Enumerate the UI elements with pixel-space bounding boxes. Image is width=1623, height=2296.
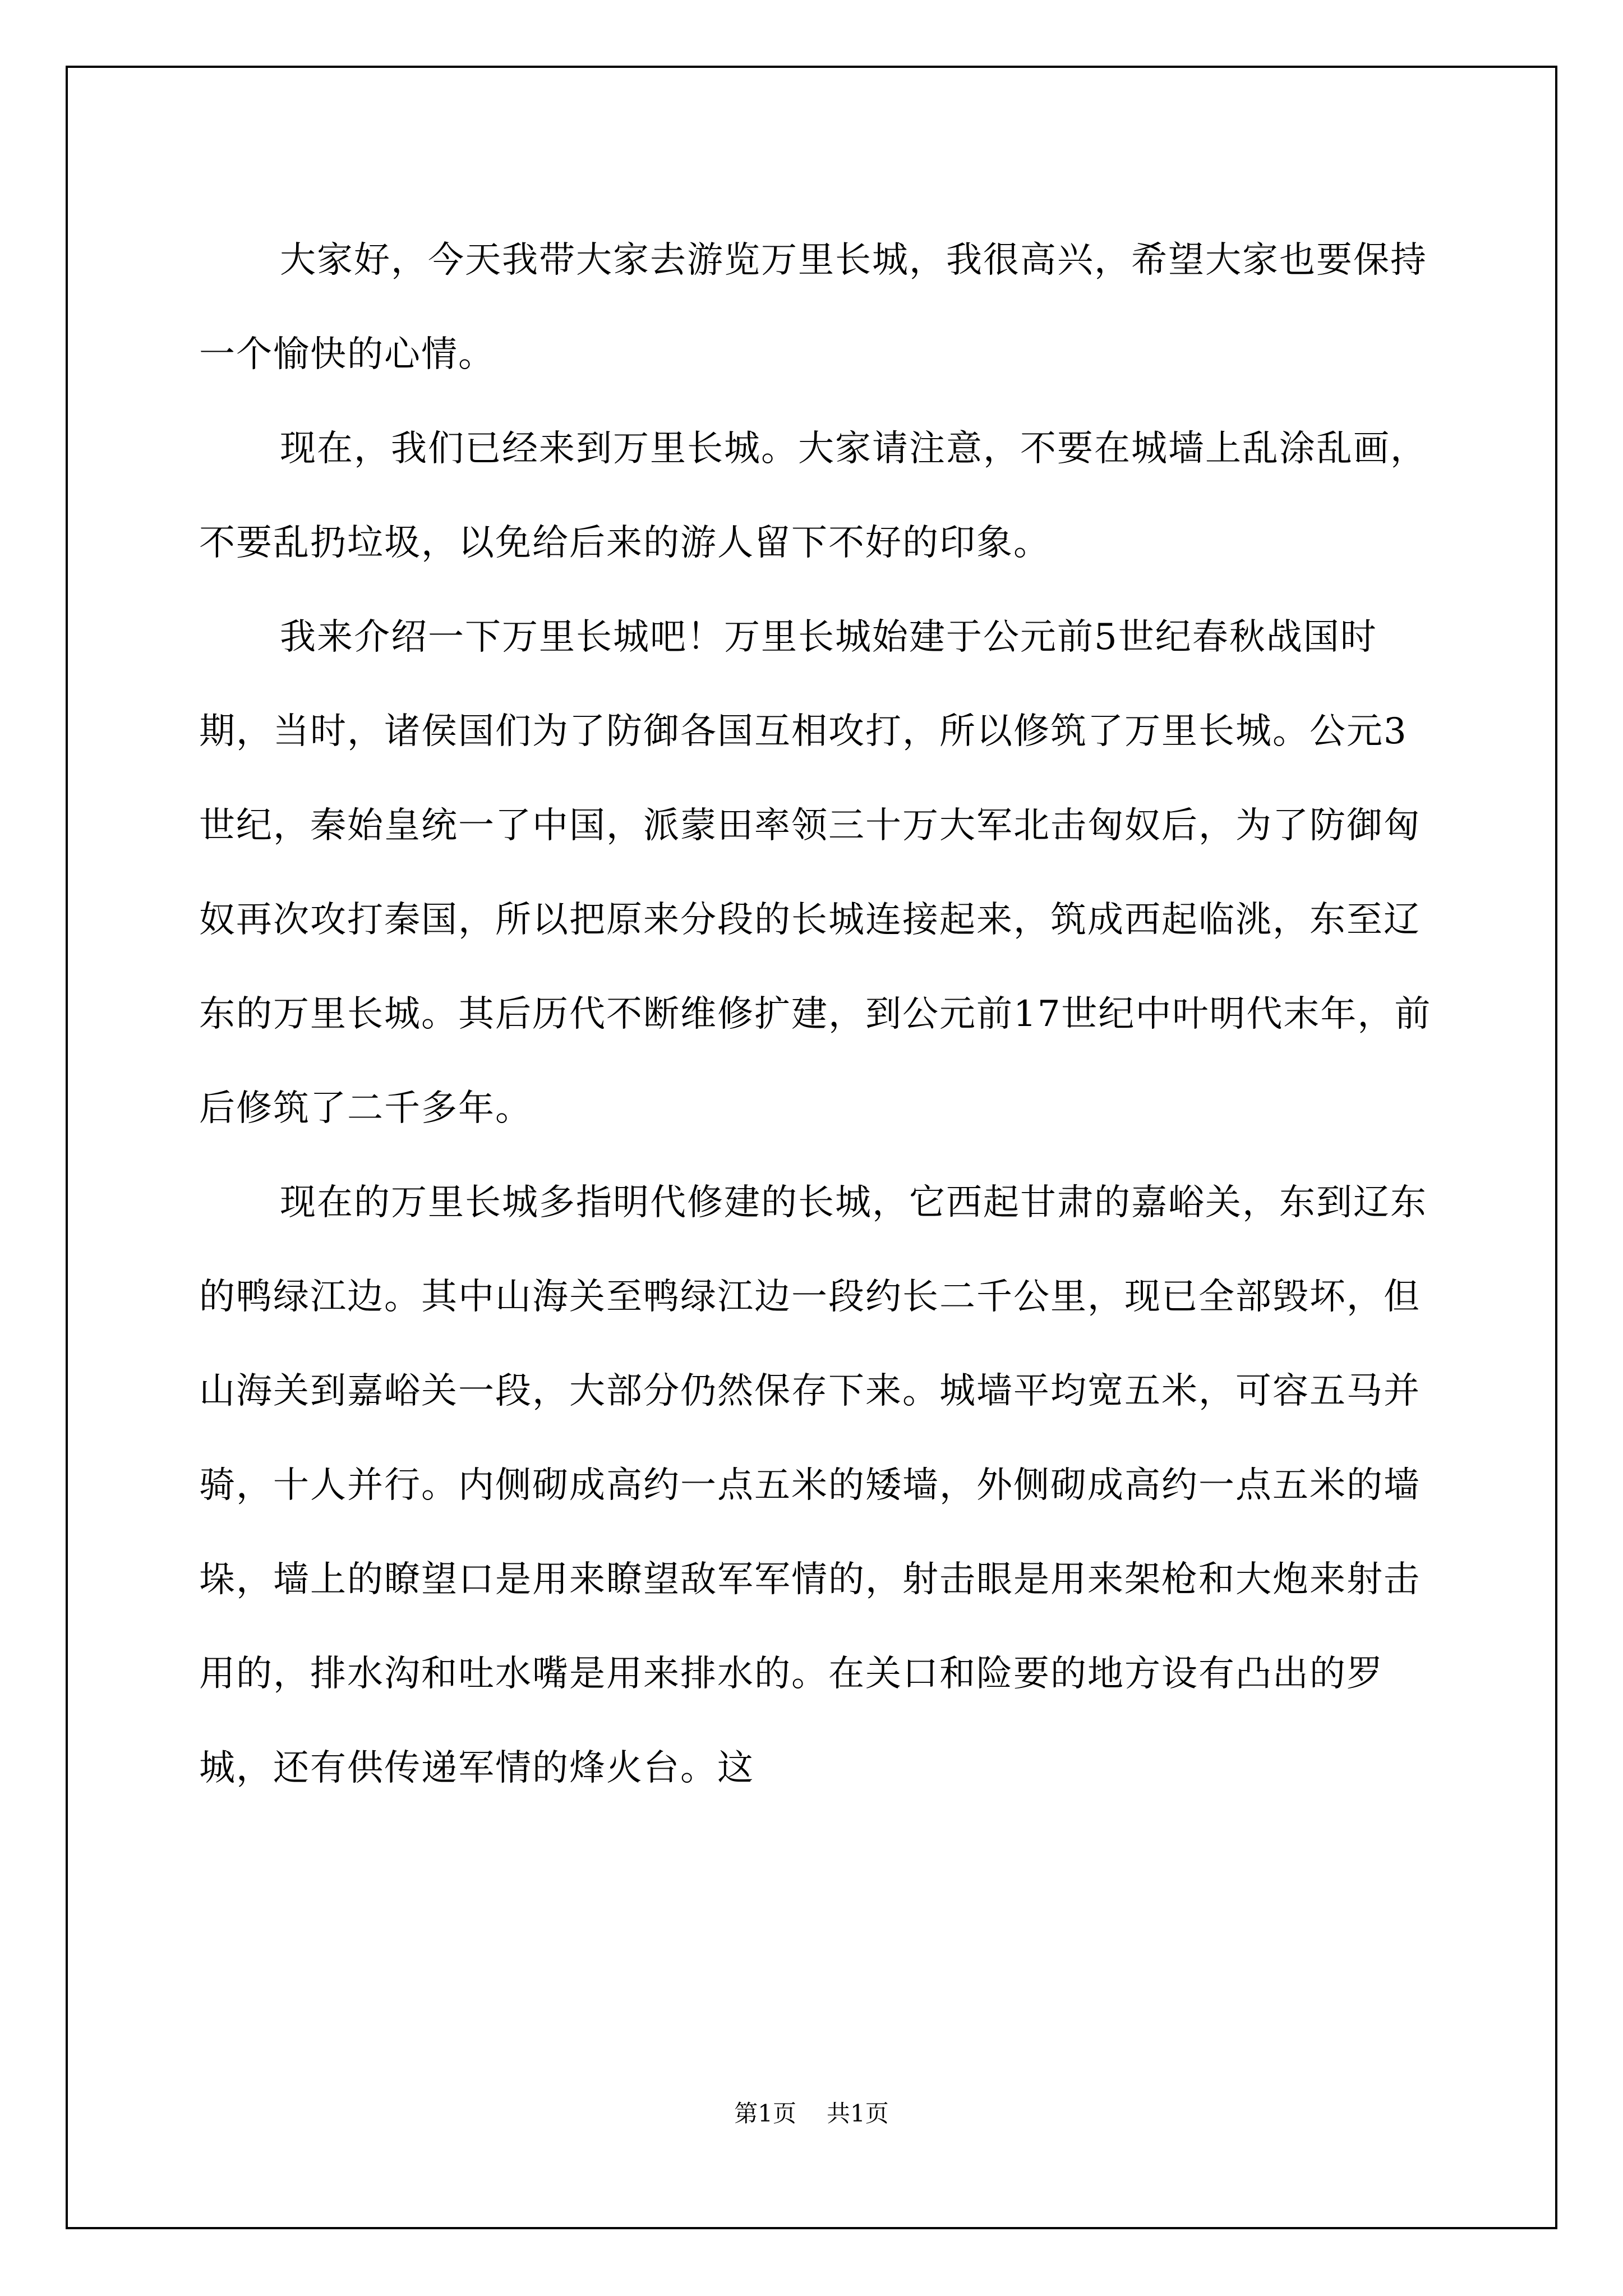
paragraph-2: 现在，我们已经来到万里长城。大家请注意，不要在城墙上乱涂乱画，不要乱扔垃圾，以免给后来的游人留下不好的印象。 <box>199 428 1427 564</box>
page-number: 第1页 <box>734 2100 796 2127</box>
document-body <box>199 213 1440 1815</box>
paragraph-4: 现在的万里长城多指明代修建的长城，它西起甘肃的嘉峪关，东到辽东的鸭绿江边。其中山海关至鸭绿江边一段约长二千公里，现已全部毁坏，但山海关到嘉峪关一段，大部分仍然保存下来。城墙平均宽五米，可容五马并骑，十人并行。内侧砌成高约一点五米的矮墙，外侧砌成高约一点五米的墙垛，墙上的瞭望口是用来瞭望敌军军情的，射击眼是用来架枪和大炮来射击用的，排水沟和吐水嘴是用来排水的。在关口和险要的地方设有凸出的罗城，还有供传递军情的烽火台。这 <box>199 1182 1427 1789</box>
paragraph-3: 我来介绍一下万里长城吧！万里长城始建于公元前5世纪春秋战国时期，当时，诸侯国们为了防御各国互相攻打，所以修筑了万里长城。公元3世纪，秦始皇统一了中国，派蒙田率领三十万大军北击匈奴后，为了防御匈奴再次攻打秦国，所以把原来分段的长城连接起来，筑成西起临洮，东至辽东的万里长城。其后历代不断维修扩建，到公元前17世纪中叶明代末年，前后修筑了二千多年。 <box>199 616 1432 1129</box>
page-total: 共1页 <box>827 2100 889 2127</box>
paragraph-1: 大家好，今天我带大家去游览万里长城，我很高兴，希望大家也要保持一个愉快的心情。 <box>199 240 1427 375</box>
page-footer <box>0 2097 1623 2131</box>
